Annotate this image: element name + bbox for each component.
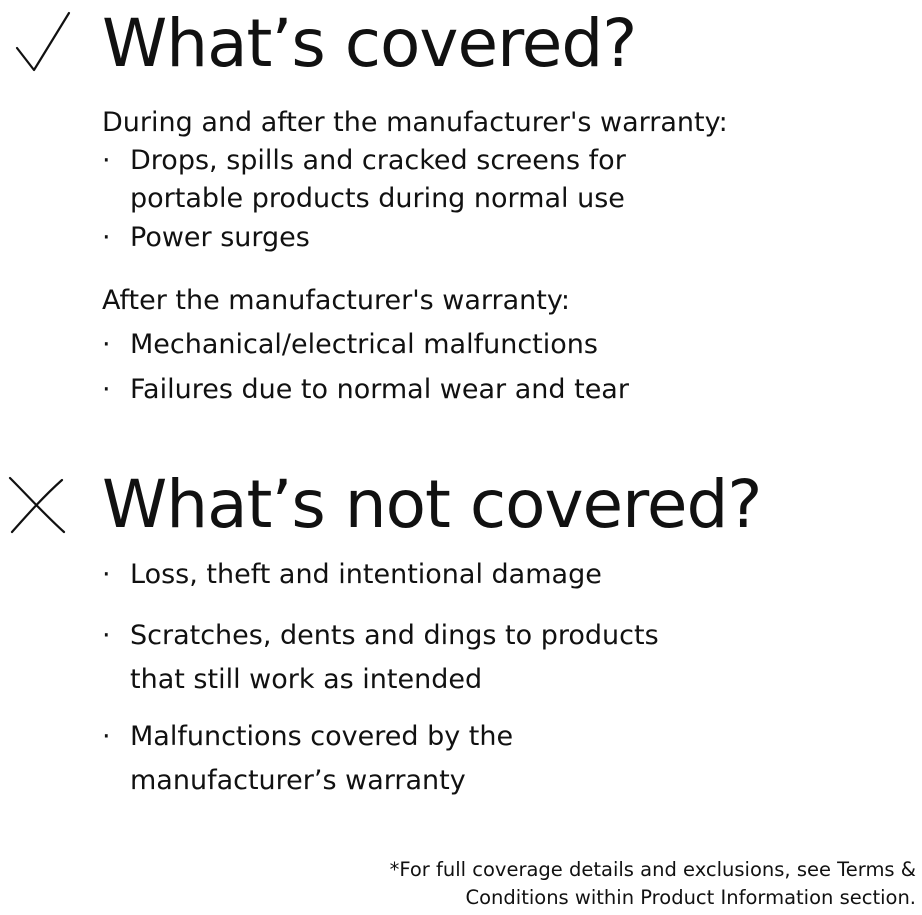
list-item [102,326,902,364]
after-heading: After the manufacturer's warranty: [102,285,570,316]
footnote: *For full coverage details and exclusions, see Terms & Conditions within Product Information section. [389,858,916,909]
list-item [102,614,902,702]
list-item [102,219,902,257]
list-item-text: Drops, spills and cracked screens for portable products during normal use [130,145,626,214]
list-item-text: Scratches, dents and dings to products that still work as intended [130,620,659,695]
bullet-dot: · [102,721,111,752]
list-item [102,715,902,803]
x-mark-icon [6,474,68,536]
bullet-dot: · [102,145,111,176]
covered-title: What’s covered? [102,5,637,82]
list-item-text: Power surges [130,222,310,253]
list-item-text: Mechanical/electrical malfunctions [130,329,598,360]
list-item [102,371,902,409]
list-item-text: Malfunctions covered by the manufacturer’s warranty [130,721,514,796]
checkmark-icon [14,10,72,72]
list-item [102,556,902,594]
during-after-heading: During and after the manufacturer's warranty: [102,107,728,138]
list-item-text: Failures due to normal wear and tear [130,374,629,405]
list-item-text: Loss, theft and intentional damage [130,559,602,590]
not-covered-title: What’s not covered? [102,466,762,543]
bullet-dot: · [102,329,111,360]
bullet-dot: · [102,559,111,590]
bullet-dot: · [102,620,111,651]
bullet-dot: · [102,374,111,405]
bullet-dot: · [102,222,111,253]
list-item [102,142,902,218]
